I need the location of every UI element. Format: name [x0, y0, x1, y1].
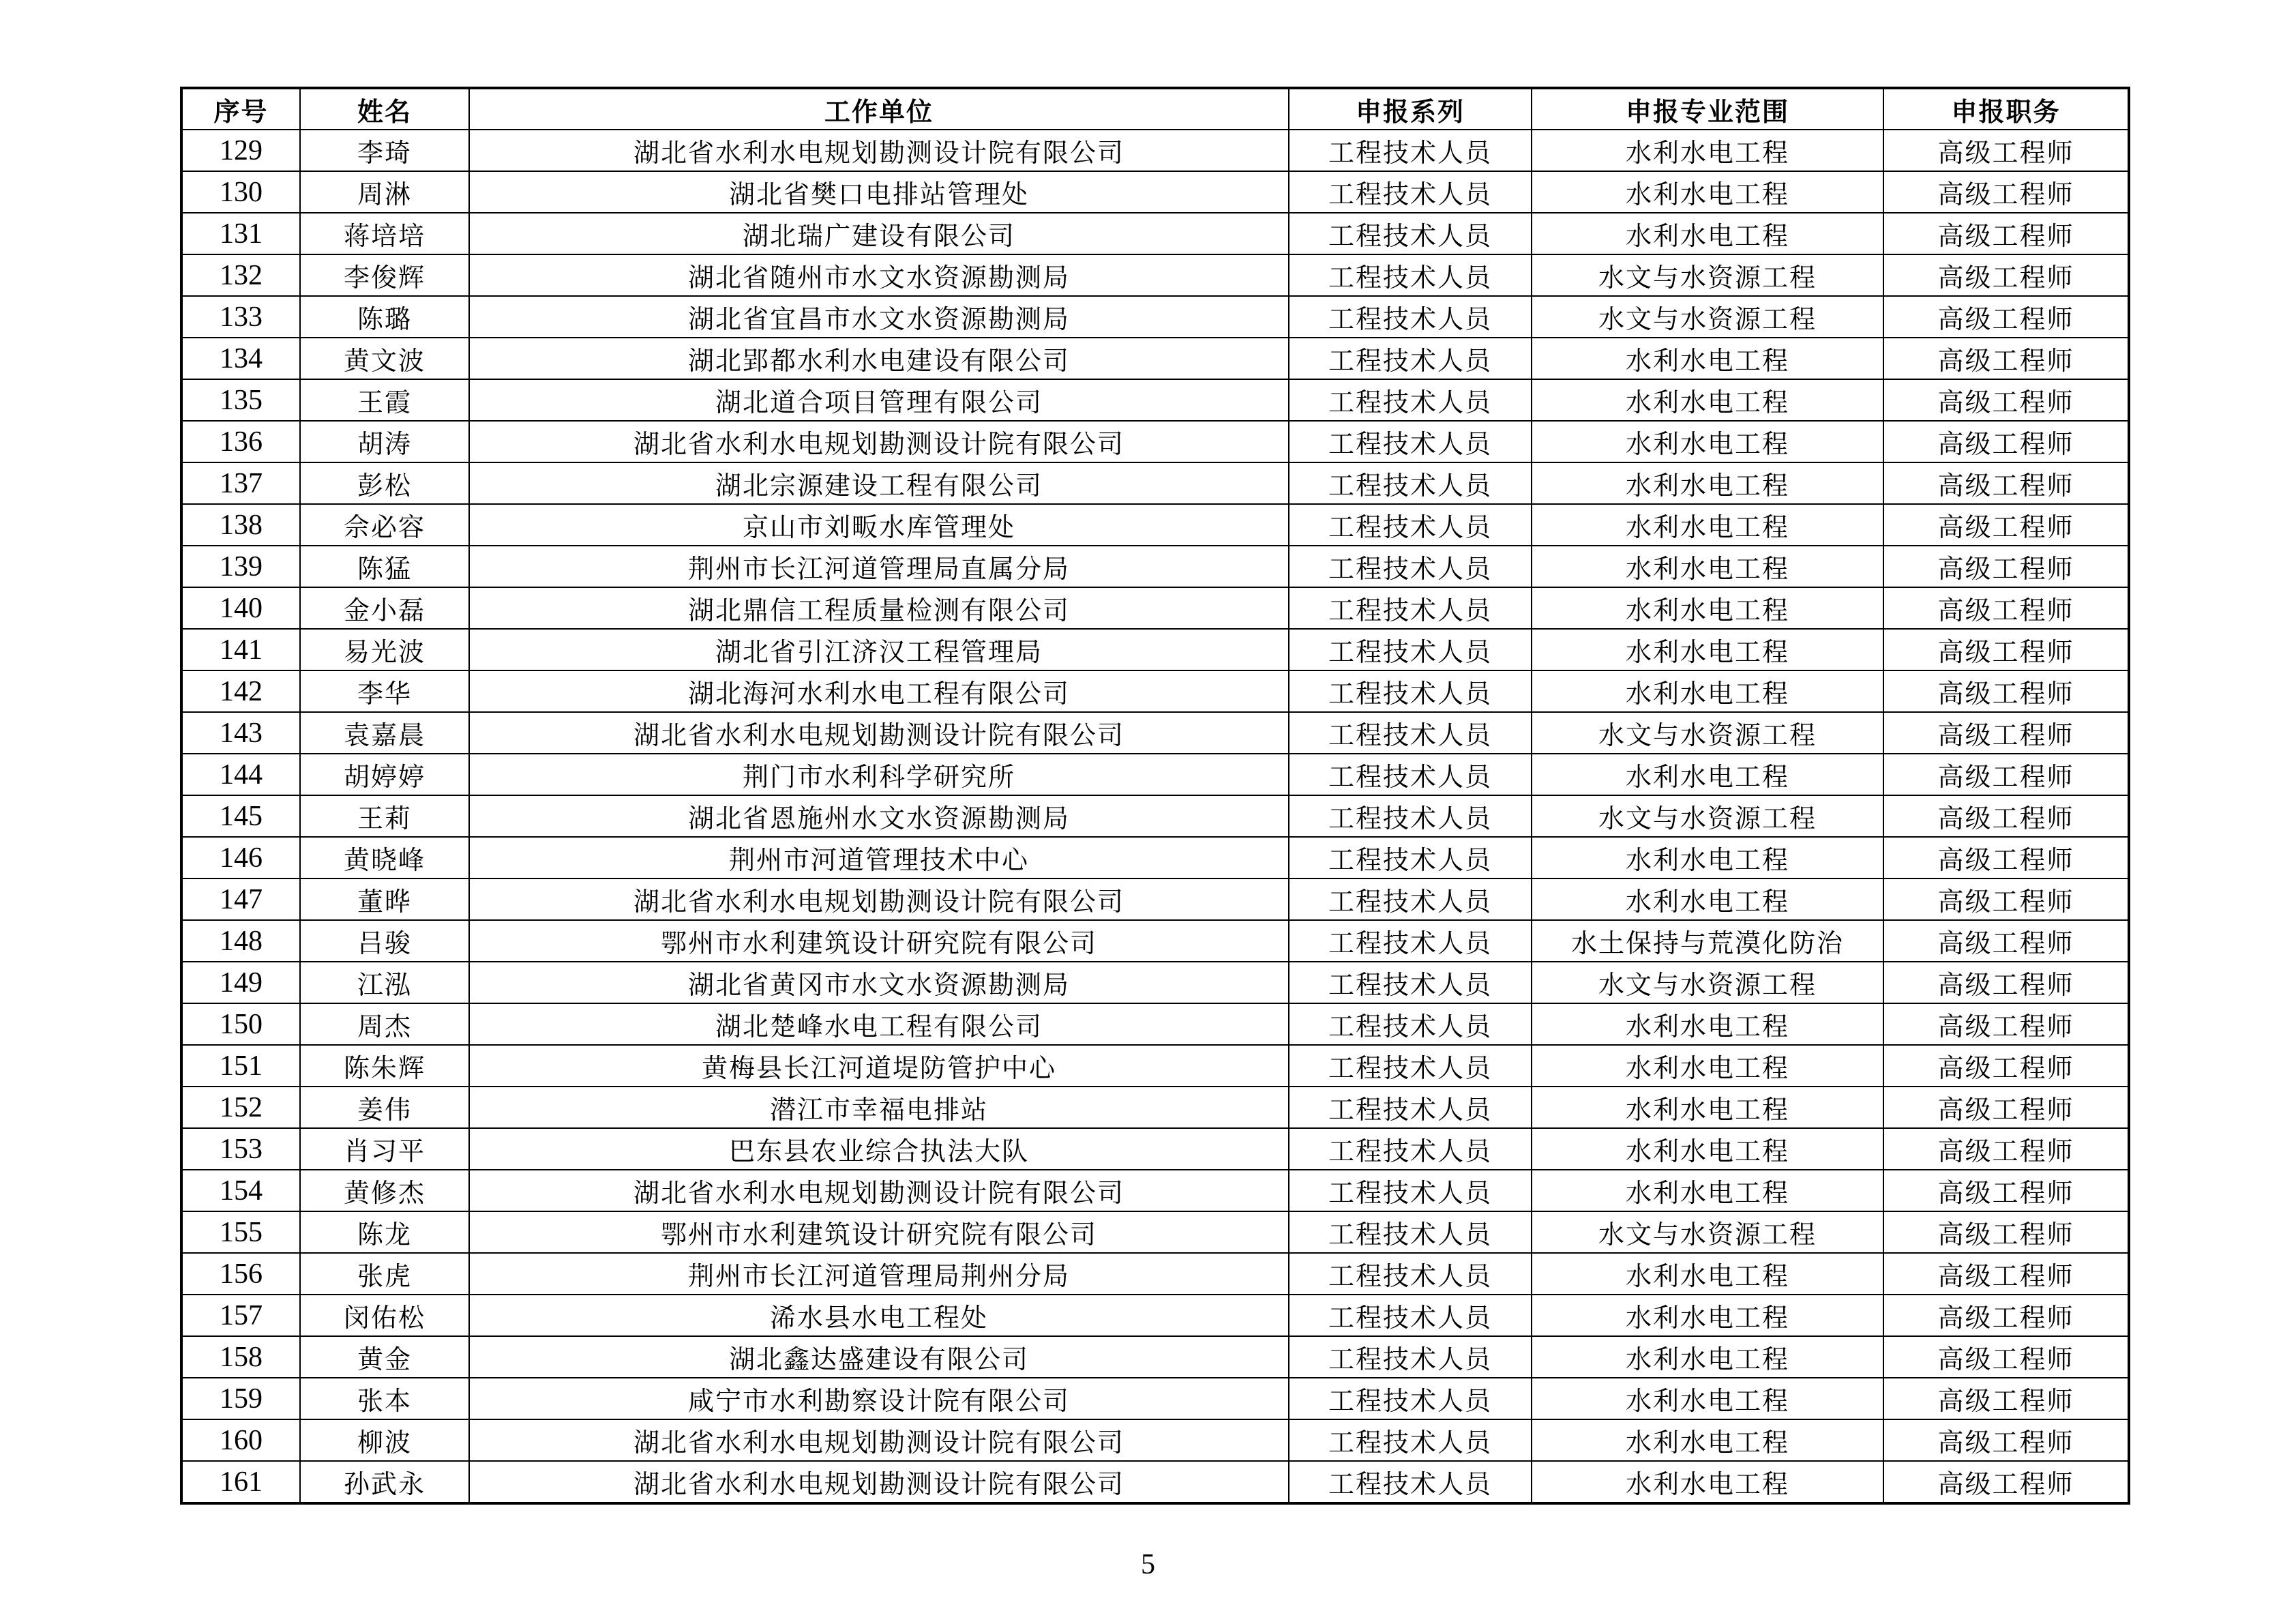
cell-serial: 133	[181, 296, 300, 338]
cell-name: 黄金	[300, 1336, 469, 1378]
table-row	[181, 1253, 2129, 1295]
cell-serial: 135	[181, 379, 300, 421]
applicant-table	[180, 87, 2130, 1505]
cell-serial: 159	[181, 1378, 300, 1419]
cell-series: 工程技术人员	[1289, 1003, 1532, 1045]
cell-name: 金小磊	[300, 587, 469, 629]
cell-employer: 湖北省恩施州水文水资源勘测局	[469, 795, 1289, 837]
table-row	[181, 1211, 2129, 1253]
cell-title: 高级工程师	[1883, 213, 2129, 254]
cell-specialty: 水利水电工程	[1532, 1419, 1883, 1461]
cell-employer: 湖北省水利水电规划勘测设计院有限公司	[469, 1419, 1289, 1461]
cell-title: 高级工程师	[1883, 546, 2129, 587]
table-header	[181, 88, 2129, 130]
table-row	[181, 1003, 2129, 1045]
cell-title: 高级工程师	[1883, 1295, 2129, 1336]
cell-specialty: 水利水电工程	[1532, 462, 1883, 504]
cell-employer: 湖北省水利水电规划勘测设计院有限公司	[469, 1461, 1289, 1503]
cell-specialty: 水利水电工程	[1532, 379, 1883, 421]
cell-title: 高级工程师	[1883, 1461, 2129, 1503]
cell-employer: 湖北瑞广建设有限公司	[469, 213, 1289, 254]
table-row	[181, 462, 2129, 504]
cell-name: 张虎	[300, 1253, 469, 1295]
cell-serial: 149	[181, 962, 300, 1003]
cell-serial: 136	[181, 421, 300, 462]
cell-employer: 湖北省随州市水文水资源勘测局	[469, 254, 1289, 296]
cell-serial: 143	[181, 712, 300, 754]
cell-serial: 157	[181, 1295, 300, 1336]
cell-name: 肖习平	[300, 1128, 469, 1170]
cell-specialty: 水文与水资源工程	[1532, 795, 1883, 837]
header-series: 申报系列	[1289, 88, 1532, 130]
cell-specialty: 水利水电工程	[1532, 1170, 1883, 1211]
cell-serial: 148	[181, 920, 300, 962]
cell-series: 工程技术人员	[1289, 1211, 1532, 1253]
header-name: 姓名	[300, 88, 469, 130]
cell-serial: 146	[181, 837, 300, 879]
cell-series: 工程技术人员	[1289, 920, 1532, 962]
cell-title: 高级工程师	[1883, 1003, 2129, 1045]
cell-name: 陈龙	[300, 1211, 469, 1253]
cell-series: 工程技术人员	[1289, 1253, 1532, 1295]
cell-series: 工程技术人员	[1289, 712, 1532, 754]
cell-series: 工程技术人员	[1289, 338, 1532, 379]
cell-serial: 140	[181, 587, 300, 629]
cell-series: 工程技术人员	[1289, 130, 1532, 171]
cell-name: 李华	[300, 670, 469, 712]
table-row	[181, 1336, 2129, 1378]
cell-specialty: 水利水电工程	[1532, 213, 1883, 254]
header-title: 申报职务	[1883, 88, 2129, 130]
cell-specialty: 水利水电工程	[1532, 587, 1883, 629]
cell-name: 易光波	[300, 629, 469, 670]
cell-name: 黄文波	[300, 338, 469, 379]
cell-title: 高级工程师	[1883, 1170, 2129, 1211]
cell-employer: 湖北省水利水电规划勘测设计院有限公司	[469, 1170, 1289, 1211]
cell-employer: 京山市刘畈水库管理处	[469, 504, 1289, 546]
cell-title: 高级工程师	[1883, 587, 2129, 629]
cell-employer: 湖北省宜昌市水文水资源勘测局	[469, 296, 1289, 338]
page-number: 5	[1141, 1549, 1155, 1580]
cell-name: 胡婷婷	[300, 754, 469, 795]
cell-series: 工程技术人员	[1289, 254, 1532, 296]
cell-title: 高级工程师	[1883, 1211, 2129, 1253]
table-row	[181, 837, 2129, 879]
cell-employer: 湖北省黄冈市水文水资源勘测局	[469, 962, 1289, 1003]
header-specialty: 申报专业范围	[1532, 88, 1883, 130]
table-row	[181, 587, 2129, 629]
cell-serial: 152	[181, 1087, 300, 1128]
cell-title: 高级工程师	[1883, 1253, 2129, 1295]
cell-employer: 咸宁市水利勘察设计院有限公司	[469, 1378, 1289, 1419]
cell-specialty: 水利水电工程	[1532, 1003, 1883, 1045]
cell-serial: 142	[181, 670, 300, 712]
cell-specialty: 水利水电工程	[1532, 1295, 1883, 1336]
table-row	[181, 629, 2129, 670]
cell-title: 高级工程师	[1883, 1419, 2129, 1461]
cell-title: 高级工程师	[1883, 670, 2129, 712]
table-row	[181, 754, 2129, 795]
table-row	[181, 879, 2129, 920]
cell-name: 柳波	[300, 1419, 469, 1461]
cell-employer: 湖北省引江济汉工程管理局	[469, 629, 1289, 670]
cell-series: 工程技术人员	[1289, 1087, 1532, 1128]
cell-title: 高级工程师	[1883, 879, 2129, 920]
cell-series: 工程技术人员	[1289, 754, 1532, 795]
cell-serial: 153	[181, 1128, 300, 1170]
cell-employer: 湖北宗源建设工程有限公司	[469, 462, 1289, 504]
cell-specialty: 水利水电工程	[1532, 1461, 1883, 1503]
cell-employer: 湖北道合项目管理有限公司	[469, 379, 1289, 421]
table-row	[181, 338, 2129, 379]
table-row	[181, 546, 2129, 587]
cell-employer: 荆州市长江河道管理局直属分局	[469, 546, 1289, 587]
table-row	[181, 1419, 2129, 1461]
cell-series: 工程技术人员	[1289, 1045, 1532, 1087]
cell-employer: 湖北省水利水电规划勘测设计院有限公司	[469, 421, 1289, 462]
cell-name: 陈朱辉	[300, 1045, 469, 1087]
cell-series: 工程技术人员	[1289, 213, 1532, 254]
cell-name: 黄修杰	[300, 1170, 469, 1211]
cell-specialty: 水文与水资源工程	[1532, 254, 1883, 296]
cell-specialty: 水利水电工程	[1532, 171, 1883, 213]
cell-name: 李俊辉	[300, 254, 469, 296]
cell-name: 姜伟	[300, 1087, 469, 1128]
cell-specialty: 水利水电工程	[1532, 837, 1883, 879]
table-body	[181, 130, 2129, 1503]
cell-serial: 134	[181, 338, 300, 379]
cell-specialty: 水利水电工程	[1532, 754, 1883, 795]
cell-employer: 荆门市水利科学研究所	[469, 754, 1289, 795]
cell-title: 高级工程师	[1883, 296, 2129, 338]
cell-specialty: 水文与水资源工程	[1532, 1211, 1883, 1253]
cell-specialty: 水利水电工程	[1532, 1087, 1883, 1128]
cell-serial: 144	[181, 754, 300, 795]
cell-specialty: 水利水电工程	[1532, 130, 1883, 171]
cell-series: 工程技术人员	[1289, 462, 1532, 504]
cell-title: 高级工程师	[1883, 338, 2129, 379]
cell-employer: 湖北省水利水电规划勘测设计院有限公司	[469, 130, 1289, 171]
cell-specialty: 水利水电工程	[1532, 629, 1883, 670]
cell-series: 工程技术人员	[1289, 379, 1532, 421]
cell-series: 工程技术人员	[1289, 837, 1532, 879]
cell-series: 工程技术人员	[1289, 670, 1532, 712]
table-row	[181, 712, 2129, 754]
cell-employer: 湖北鼎信工程质量检测有限公司	[469, 587, 1289, 629]
cell-serial: 160	[181, 1419, 300, 1461]
cell-serial: 155	[181, 1211, 300, 1253]
cell-specialty: 水利水电工程	[1532, 504, 1883, 546]
cell-series: 工程技术人员	[1289, 1419, 1532, 1461]
cell-title: 高级工程师	[1883, 712, 2129, 754]
cell-name: 王霞	[300, 379, 469, 421]
cell-name: 李琦	[300, 130, 469, 171]
cell-name: 闵佑松	[300, 1295, 469, 1336]
table-row	[181, 504, 2129, 546]
cell-specialty: 水利水电工程	[1532, 1336, 1883, 1378]
cell-specialty: 水利水电工程	[1532, 879, 1883, 920]
cell-serial: 156	[181, 1253, 300, 1295]
cell-serial: 145	[181, 795, 300, 837]
cell-employer: 湖北楚峰水电工程有限公司	[469, 1003, 1289, 1045]
cell-specialty: 水文与水资源工程	[1532, 296, 1883, 338]
header-employer: 工作单位	[469, 88, 1289, 130]
cell-series: 工程技术人员	[1289, 1378, 1532, 1419]
cell-title: 高级工程师	[1883, 1128, 2129, 1170]
cell-title: 高级工程师	[1883, 962, 2129, 1003]
header-row	[181, 88, 2129, 130]
cell-serial: 139	[181, 546, 300, 587]
cell-title: 高级工程师	[1883, 379, 2129, 421]
cell-name: 蒋培培	[300, 213, 469, 254]
cell-title: 高级工程师	[1883, 1045, 2129, 1087]
cell-title: 高级工程师	[1883, 130, 2129, 171]
cell-specialty: 水文与水资源工程	[1532, 962, 1883, 1003]
cell-serial: 130	[181, 171, 300, 213]
cell-employer: 荆州市河道管理技术中心	[469, 837, 1289, 879]
cell-serial: 137	[181, 462, 300, 504]
cell-title: 高级工程师	[1883, 1087, 2129, 1128]
table-row	[181, 296, 2129, 338]
cell-serial: 151	[181, 1045, 300, 1087]
cell-series: 工程技术人员	[1289, 962, 1532, 1003]
cell-employer: 湖北省水利水电规划勘测设计院有限公司	[469, 712, 1289, 754]
cell-specialty: 水利水电工程	[1532, 1378, 1883, 1419]
table-row	[181, 1045, 2129, 1087]
cell-title: 高级工程师	[1883, 754, 2129, 795]
cell-name: 陈璐	[300, 296, 469, 338]
cell-series: 工程技术人员	[1289, 296, 1532, 338]
cell-name: 张本	[300, 1378, 469, 1419]
table-row	[181, 1461, 2129, 1503]
cell-series: 工程技术人员	[1289, 879, 1532, 920]
cell-series: 工程技术人员	[1289, 1170, 1532, 1211]
table-row	[181, 421, 2129, 462]
table-row	[181, 379, 2129, 421]
cell-series: 工程技术人员	[1289, 795, 1532, 837]
cell-title: 高级工程师	[1883, 504, 2129, 546]
cell-name: 周杰	[300, 1003, 469, 1045]
cell-specialty: 水利水电工程	[1532, 1128, 1883, 1170]
cell-name: 吕骏	[300, 920, 469, 962]
cell-series: 工程技术人员	[1289, 171, 1532, 213]
cell-employer: 浠水县水电工程处	[469, 1295, 1289, 1336]
cell-name: 彭松	[300, 462, 469, 504]
cell-employer: 湖北省水利水电规划勘测设计院有限公司	[469, 879, 1289, 920]
cell-specialty: 水利水电工程	[1532, 421, 1883, 462]
cell-title: 高级工程师	[1883, 171, 2129, 213]
table-row	[181, 1295, 2129, 1336]
cell-employer: 湖北省樊口电排站管理处	[469, 171, 1289, 213]
table-row	[181, 213, 2129, 254]
cell-name: 孙武永	[300, 1461, 469, 1503]
table-row	[181, 795, 2129, 837]
cell-name: 董晔	[300, 879, 469, 920]
cell-serial: 132	[181, 254, 300, 296]
cell-series: 工程技术人员	[1289, 587, 1532, 629]
cell-employer: 潜江市幸福电排站	[469, 1087, 1289, 1128]
cell-serial: 150	[181, 1003, 300, 1045]
cell-title: 高级工程师	[1883, 629, 2129, 670]
cell-name: 周淋	[300, 171, 469, 213]
cell-serial: 138	[181, 504, 300, 546]
cell-series: 工程技术人员	[1289, 1336, 1532, 1378]
cell-employer: 荆州市长江河道管理局荆州分局	[469, 1253, 1289, 1295]
cell-title: 高级工程师	[1883, 254, 2129, 296]
cell-serial: 154	[181, 1170, 300, 1211]
cell-specialty: 水文与水资源工程	[1532, 712, 1883, 754]
table-row	[181, 1087, 2129, 1128]
cell-series: 工程技术人员	[1289, 1128, 1532, 1170]
cell-serial: 141	[181, 629, 300, 670]
cell-specialty: 水土保持与荒漠化防治	[1532, 920, 1883, 962]
cell-serial: 158	[181, 1336, 300, 1378]
cell-employer: 鄂州市水利建筑设计研究院有限公司	[469, 920, 1289, 962]
cell-name: 胡涛	[300, 421, 469, 462]
cell-serial: 161	[181, 1461, 300, 1503]
table-row	[181, 1170, 2129, 1211]
table-row	[181, 254, 2129, 296]
cell-title: 高级工程师	[1883, 1378, 2129, 1419]
cell-specialty: 水利水电工程	[1532, 670, 1883, 712]
cell-employer: 鄂州市水利建筑设计研究院有限公司	[469, 1211, 1289, 1253]
cell-serial: 147	[181, 879, 300, 920]
cell-name: 黄晓峰	[300, 837, 469, 879]
cell-title: 高级工程师	[1883, 1336, 2129, 1378]
cell-series: 工程技术人员	[1289, 629, 1532, 670]
cell-series: 工程技术人员	[1289, 546, 1532, 587]
table-row	[181, 1128, 2129, 1170]
cell-specialty: 水利水电工程	[1532, 1253, 1883, 1295]
cell-title: 高级工程师	[1883, 920, 2129, 962]
cell-name: 江泓	[300, 962, 469, 1003]
cell-name: 陈猛	[300, 546, 469, 587]
table-row	[181, 920, 2129, 962]
cell-title: 高级工程师	[1883, 795, 2129, 837]
cell-title: 高级工程师	[1883, 421, 2129, 462]
table-row	[181, 670, 2129, 712]
header-serial: 序号	[181, 88, 300, 130]
cell-employer: 湖北郢都水利水电建设有限公司	[469, 338, 1289, 379]
cell-employer: 湖北鑫达盛建设有限公司	[469, 1336, 1289, 1378]
cell-series: 工程技术人员	[1289, 1461, 1532, 1503]
cell-serial: 129	[181, 130, 300, 171]
cell-employer: 湖北海河水利水电工程有限公司	[469, 670, 1289, 712]
cell-name: 王莉	[300, 795, 469, 837]
cell-title: 高级工程师	[1883, 462, 2129, 504]
table-row	[181, 171, 2129, 213]
cell-specialty: 水利水电工程	[1532, 546, 1883, 587]
table-row	[181, 1378, 2129, 1419]
table-row	[181, 962, 2129, 1003]
cell-series: 工程技术人员	[1289, 504, 1532, 546]
cell-specialty: 水利水电工程	[1532, 1045, 1883, 1087]
cell-employer: 黄梅县长江河道堤防管护中心	[469, 1045, 1289, 1087]
cell-title: 高级工程师	[1883, 837, 2129, 879]
cell-serial: 131	[181, 213, 300, 254]
cell-series: 工程技术人员	[1289, 1295, 1532, 1336]
cell-series: 工程技术人员	[1289, 421, 1532, 462]
cell-specialty: 水利水电工程	[1532, 338, 1883, 379]
cell-name: 佘必容	[300, 504, 469, 546]
cell-name: 袁嘉晨	[300, 712, 469, 754]
cell-employer: 巴东县农业综合执法大队	[469, 1128, 1289, 1170]
table-row	[181, 130, 2129, 171]
